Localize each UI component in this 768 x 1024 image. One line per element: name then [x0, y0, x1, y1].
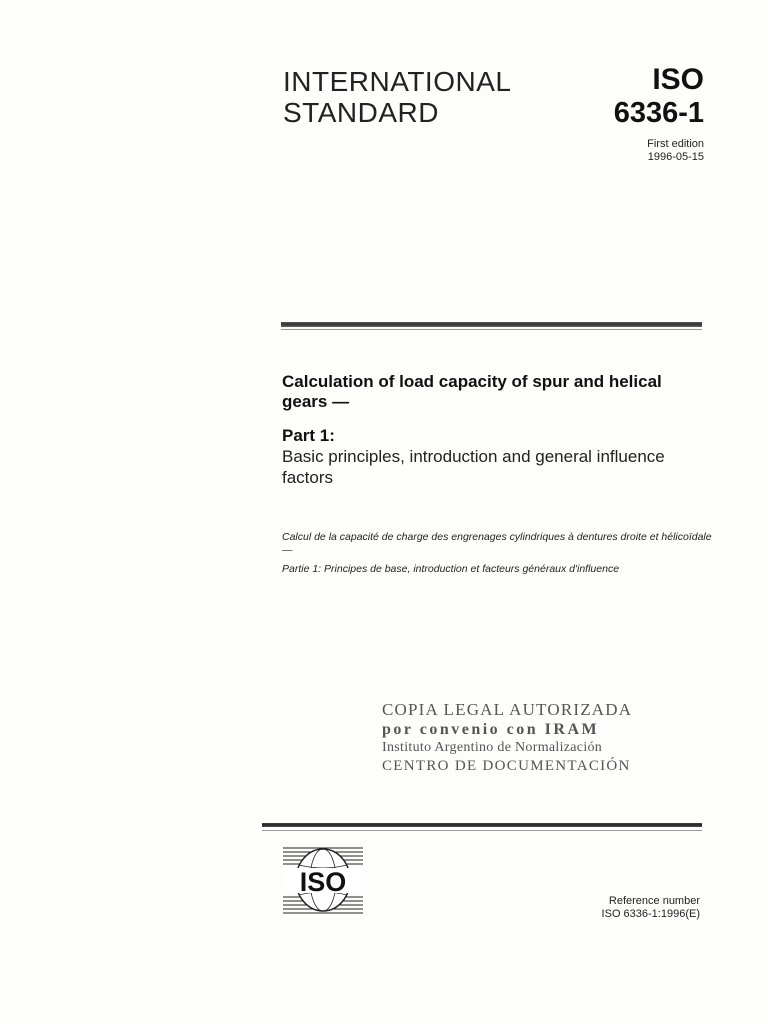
edition-info — [614, 138, 704, 164]
reference-number: ISO 6336-1:1996(E) — [601, 908, 700, 920]
standard-identifier — [614, 64, 704, 164]
document-type-line-2: STANDARD — [283, 97, 439, 128]
document-type-line-1: INTERNATIONAL — [283, 66, 512, 97]
part-title: Basic principles, introduction and general influence factors — [282, 447, 665, 487]
edition-label: First edition — [647, 138, 704, 150]
stamp-line-1: COPIA LEGAL AUTORIZADA — [382, 700, 633, 719]
english-title: Calculation of load capacity of spur and helical gears — — [282, 372, 662, 411]
iso-label: ISO — [652, 63, 704, 96]
authorization-stamp — [382, 700, 682, 776]
stamp-line-4: CENTRO DE DOCUMENTACIÓN — [382, 758, 631, 774]
document-type — [283, 66, 511, 128]
part-label: Part 1: — [282, 426, 335, 445]
bottom-divider — [262, 823, 702, 827]
stamp-line-2: por convenio con IRAM — [382, 721, 600, 738]
reference-block — [602, 895, 700, 921]
french-part-title: Partie 1: Principes de base, introduction et facteurs généraux d'influence — [282, 563, 620, 575]
iso-logo-text: ISO — [299, 867, 347, 897]
reference-label: Reference number — [608, 895, 700, 907]
iso-logo-icon — [283, 845, 363, 916]
top-divider — [281, 322, 702, 327]
stamp-line-3: Instituto Argentino de Normalización — [382, 740, 603, 755]
edition-date: 1996-05-15 — [647, 151, 704, 163]
french-title: Calcul de la capacité de charge des engrenages cylindriques à dentures droite et hélicoïdale — — [282, 531, 712, 556]
standard-number: 6336-1 — [613, 97, 704, 129]
